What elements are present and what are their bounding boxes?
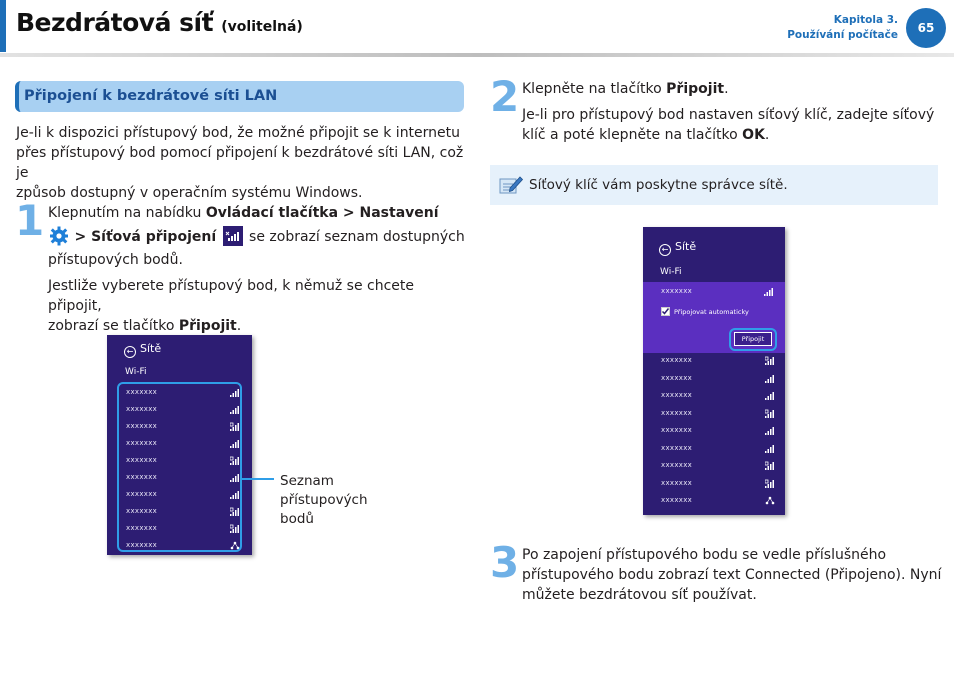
step1-bold-charms: Ovládací tlačítka (205, 205, 339, 221)
wifi-signal-icon (765, 374, 775, 383)
callout-line (242, 478, 274, 480)
network-name: xxxxxxx (661, 408, 693, 417)
step1-bold-connect: Připojit (178, 318, 237, 334)
step1-separator: > (74, 229, 92, 245)
step1-text: Klepnutím na nabídku (48, 205, 206, 221)
page-number-badge: 65 (906, 8, 946, 48)
step2-instruction (522, 79, 942, 99)
wifi-signal-icon (765, 391, 775, 400)
network-row[interactable] (661, 423, 775, 440)
step1-instruction-line2 (48, 226, 468, 247)
step1-p2-line (48, 316, 468, 336)
note-box (490, 165, 938, 205)
network-name: xxxxxxx (126, 405, 158, 413)
step1-line3: přístupových bodů. (48, 252, 183, 268)
step2-text: . (724, 81, 729, 97)
adhoc-network-icon (765, 496, 775, 505)
back-to-networks[interactable] (659, 240, 696, 256)
step1-separator: > (338, 205, 360, 221)
step3-line: přístupového bodu zobrazí text Connected (Připojeno). Nyní (522, 567, 942, 583)
step1-bold-network: Síťová připojení (91, 229, 217, 245)
page-title (16, 8, 303, 37)
network-row[interactable] (661, 406, 775, 423)
wifi-signal-icon (765, 444, 775, 453)
network-name: xxxxxxx (661, 478, 693, 487)
step1-text: se zobrazí seznam dostupných (244, 229, 465, 245)
auto-connect-checkbox[interactable] (661, 307, 670, 316)
selected-network-row[interactable] (643, 284, 785, 301)
network-name: xxxxxxx (661, 461, 693, 469)
network-row[interactable] (661, 441, 775, 458)
step3-line: Po zapojení přístupového bodu se vedle příslušného (522, 547, 887, 563)
wifi-heading: Wi-Fi (125, 367, 147, 377)
step2-bold-connect: Připojit (666, 81, 725, 97)
step2-paragraph (522, 105, 942, 145)
network-name: xxxxxxx (661, 287, 693, 295)
header-accent-bar (0, 0, 6, 52)
callout-line-text: bodů (280, 511, 314, 527)
step-number-3: 3 (490, 538, 520, 587)
step2-text: klíč a poté klepněte na tlačítko (522, 127, 743, 143)
network-name: xxxxxxx (126, 473, 158, 481)
network-name: xxxxxxx (126, 490, 158, 498)
step1-bold-settings: Nastavení (359, 205, 439, 221)
network-row[interactable] (661, 493, 775, 510)
network-name: xxxxxxx (126, 439, 158, 447)
network-name: xxxxxxx (661, 356, 693, 364)
intro-line: způsob dostupný v operačním systému Windows. (16, 185, 363, 201)
step3-paragraph (522, 545, 942, 605)
step1-instruction (48, 203, 468, 223)
step-number-2: 2 (490, 72, 520, 121)
secured-wifi-icon (765, 356, 775, 365)
networks-back-label: Sítě (140, 342, 162, 355)
wifi-heading: Wi-Fi (660, 267, 682, 277)
network-list (661, 353, 775, 513)
chapter-number: Kapitola 3. (833, 14, 898, 26)
network-name: xxxxxxx (661, 443, 693, 452)
network-name: xxxxxxx (126, 507, 158, 515)
back-arrow-icon: ← (124, 346, 136, 358)
networks-back-label: Sítě (675, 240, 697, 253)
settings-gear-icon (48, 226, 70, 246)
step-number-1: 1 (15, 196, 45, 245)
network-name: xxxxxxx (126, 388, 158, 396)
wifi-signal-icon (765, 426, 775, 435)
secured-wifi-icon (765, 461, 775, 470)
secured-wifi-icon (765, 409, 775, 418)
network-signal-icon (223, 226, 243, 246)
step2-bold-ok: OK (742, 127, 765, 143)
section-title: Připojení k bezdrátové síti LAN (24, 88, 278, 104)
chapter-name: Používání počítače (787, 29, 898, 41)
network-name: xxxxxxx (126, 541, 158, 549)
header-divider (0, 53, 954, 57)
network-name: xxxxxxx (661, 391, 693, 399)
step2-line (522, 125, 942, 145)
networks-panel-screenshot-2 (643, 227, 785, 515)
network-name: xxxxxxx (661, 496, 693, 504)
step1-p2-text: zobrazí se tlačítko (48, 318, 179, 334)
back-to-networks[interactable] (124, 342, 161, 358)
network-name: xxxxxxx (126, 422, 158, 430)
connect-button[interactable]: Připojit (734, 332, 772, 346)
intro-paragraph (16, 123, 476, 203)
intro-line: Je-li k dispozici přístupový bod, že možné připojit se k internetu (16, 125, 461, 141)
auto-connect-label: Připojovat automaticky (674, 308, 749, 316)
callout-line-text: Seznam (280, 473, 334, 489)
network-name: xxxxxxx (126, 524, 158, 532)
page-title-text: Bezdrátová síť (16, 8, 214, 37)
network-row[interactable] (661, 371, 775, 388)
chapter-label (787, 13, 898, 43)
secured-wifi-icon (765, 479, 775, 488)
network-name: xxxxxxx (126, 456, 158, 464)
step2-text: Klepněte na tlačítko (522, 81, 667, 97)
step1-paragraph2 (48, 276, 468, 336)
step3-line: můžete bezdrátovou síť používat. (522, 587, 757, 603)
step2-line: Je-li pro přístupový bod nastaven síťový klíč, zadejte síťový (522, 107, 935, 123)
network-row[interactable] (661, 388, 775, 405)
note-text: Síťový klíč vám poskytne správce sítě. (529, 177, 788, 193)
callout-label (280, 472, 368, 529)
network-row[interactable] (661, 353, 775, 370)
network-row[interactable] (661, 458, 775, 475)
step1-p2-text: . (236, 318, 242, 334)
note-pencil-icon (498, 174, 524, 196)
step1-p2-line: Jestliže vyberete přístupový bod, k němuž se chcete připojit, (48, 278, 414, 314)
network-name: xxxxxxx (661, 373, 693, 382)
back-arrow-icon: ← (659, 244, 671, 256)
intro-line: přes přístupový bod pomocí připojení k bezdrátové síti LAN, což je (16, 145, 464, 181)
network-name: xxxxxxx (661, 426, 693, 434)
step2-text: . (764, 127, 770, 143)
network-row[interactable] (661, 476, 775, 493)
checkmark-icon (661, 307, 670, 316)
page-subtitle: (volitelná) (221, 19, 303, 35)
wifi-signal-icon (764, 287, 774, 296)
network-list-highlight (117, 382, 242, 552)
callout-line-text: přístupových (280, 492, 368, 508)
